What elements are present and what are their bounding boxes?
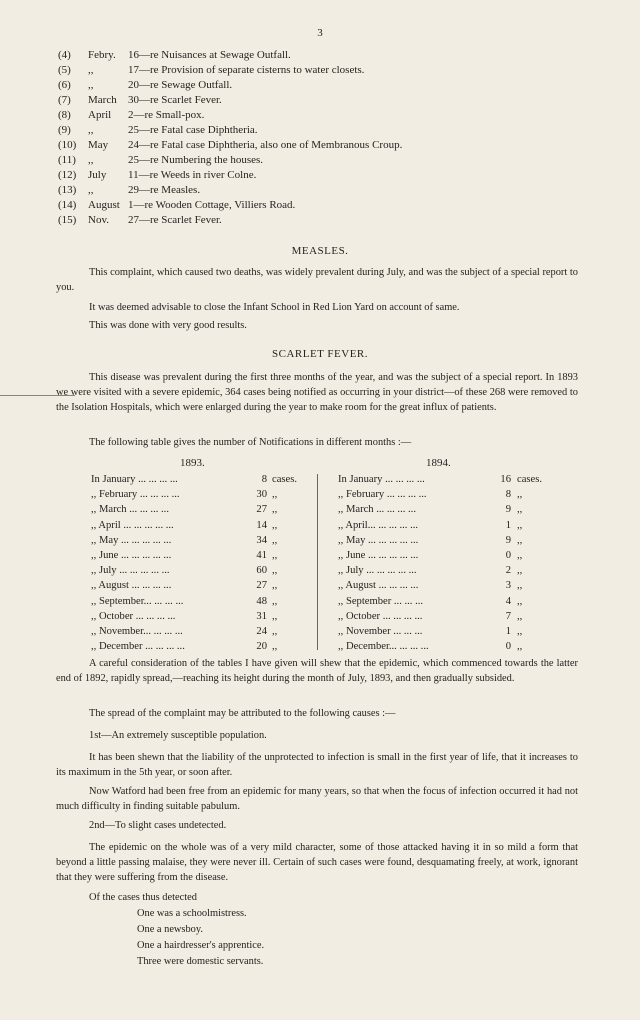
case-unit: ,, [517, 641, 523, 653]
discussion-paragraph-1: A careful consideration of the tables I have given will shew that the epidemic, which commenced towards the latter end of 1892, rapidly spread,—reaching its height during the month of July, 1893, and then gradually subsided. [56, 658, 578, 684]
measles-paragraph-1: This complaint, which caused two deaths, was widely prevalent during July, and was the subject of a special report to you. [56, 267, 578, 293]
case-unit: ,, [517, 534, 523, 546]
minute-text: 29—re Measles. [128, 184, 201, 196]
month-label: ,, June ... ... ... ... ... [338, 549, 419, 561]
measles-paragraph-2: It was deemed advisable to close the Infant School in Red Lion Yard on account of same. [89, 302, 460, 313]
case-unit: ,, [272, 625, 278, 637]
minutes-list [58, 48, 578, 228]
month-label: ,, September... ... ... ... [91, 595, 184, 607]
month-label: ,, August ... ... ... ... [338, 580, 419, 592]
case-count: 9 [505, 504, 511, 516]
case-unit: ,, [272, 549, 278, 561]
case-unit: ,, [517, 489, 523, 501]
case-unit: ,, [517, 610, 523, 622]
table-1894 [338, 472, 548, 654]
case-count: 1 [505, 625, 511, 637]
measles-paragraph-3: This was done with very good results. [89, 320, 247, 331]
month-label: ,, May ... ... ... ... ... [338, 534, 419, 546]
table-row [91, 487, 311, 502]
table-intro: The following table gives the number of Notifications in different months :— [89, 437, 412, 448]
discussion-paragraph-7: The epidemic on the whole was of a very mild character, some of those attacked having it in so mild a form that beyond a little passing malaise, they were never ill. Certain of such cases were found, desquamating freely, at work, ignorant that they were suffering from the disease. [56, 842, 578, 883]
table-row [338, 518, 548, 533]
case-count: 27 [256, 504, 267, 516]
case-unit: ,, [517, 595, 523, 607]
discussion-paragraph-4: It has been shewn that the liability of the unprotected to infection is small in the first year of life, that it increases to its maximum in the 5th year, or soon after. [56, 752, 578, 778]
minute-row [58, 48, 578, 63]
minute-text: 17—re Provision of separate cisterns to water closets. [128, 64, 365, 76]
minute-month: August [88, 199, 120, 211]
minute-text: 24—re Fatal case Diphtheria, also one of Membranous Croup. [128, 139, 403, 151]
cause-second: 2nd—To slight cases undetected. [89, 820, 227, 831]
minute-number: (7) [58, 94, 71, 106]
year-1894-heading: 1894. [426, 457, 451, 469]
minute-row [58, 198, 578, 213]
list-item: Three were domestic servants. [137, 956, 264, 967]
discussion-paragraph-8: Of the cases thus detected [89, 892, 197, 903]
list-item: One a hairdresser's apprentice. [137, 940, 265, 951]
case-count: 41 [256, 549, 267, 561]
minute-number: (13) [58, 184, 77, 196]
table-row [338, 609, 548, 624]
month-label: ,, November ... ... ... [338, 625, 423, 637]
list-item: One was a schoolmistress. [137, 908, 247, 919]
table-row [91, 563, 311, 578]
case-count: 8 [505, 489, 511, 501]
table-row [91, 609, 311, 624]
minute-text: 25—re Fatal case Diphtheria. [128, 124, 258, 136]
table-row [91, 502, 311, 517]
month-label: ,, February ... ... ... ... [91, 489, 180, 501]
margin-mark [0, 395, 75, 396]
table-row [91, 639, 311, 654]
month-label: ,, June ... ... ... ... ... [91, 549, 172, 561]
minute-text: 20—re Sewage Outfall. [128, 79, 233, 91]
minute-month: ,, [88, 79, 94, 91]
case-count: 31 [256, 610, 267, 622]
minute-number: (12) [58, 169, 77, 181]
minute-text: 16—re Nuisances at Sewage Outfall. [128, 49, 291, 61]
minute-text: 25—re Numbering the houses. [128, 154, 264, 166]
case-count: 30 [256, 489, 267, 501]
month-label: ,, April ... ... ... ... ... [91, 519, 174, 531]
case-unit: ,, [272, 580, 278, 592]
minute-month: May [88, 139, 109, 151]
month-label: ,, February ... ... ... ... [338, 489, 427, 501]
table-row [338, 578, 548, 593]
page-number: 3 [317, 27, 323, 39]
minute-number: (14) [58, 199, 77, 211]
case-unit: ,, [517, 504, 523, 516]
case-count: 8 [261, 474, 267, 485]
table-row [338, 502, 548, 517]
case-count: 27 [256, 580, 267, 592]
discussion-paragraph-2: The spread of the complaint may be attributed to the following causes :— [89, 708, 396, 719]
table-row [91, 578, 311, 593]
case-unit: ,, [517, 580, 523, 592]
month-label: ,, October ... ... ... ... [91, 610, 176, 622]
minute-month: July [88, 169, 107, 181]
case-count: 7 [505, 610, 511, 622]
list-item: One a newsboy. [137, 924, 203, 935]
month-label: ,, March ... ... ... ... [91, 504, 169, 516]
case-count: 3 [505, 580, 511, 592]
case-count: 24 [256, 625, 267, 637]
case-count: 0 [505, 549, 511, 561]
case-count: 0 [505, 641, 511, 653]
month-label: ,, August ... ... ... ... [91, 580, 172, 592]
table-row [91, 533, 311, 548]
minute-month: Nov. [88, 214, 109, 226]
case-count: 16 [500, 474, 511, 485]
scarlet-fever-heading: SCARLET FEVER. [271, 348, 369, 360]
case-unit: ,, [272, 565, 278, 577]
month-label: ,, December ... ... ... ... [91, 641, 185, 653]
table-1893 [91, 472, 311, 654]
minute-text: 1—re Wooden Cottage, Villiers Road. [128, 199, 296, 211]
minute-number: (8) [58, 109, 71, 121]
case-unit: ,, [517, 565, 523, 577]
case-unit: ,, [517, 519, 523, 531]
minute-month: ,, [88, 64, 94, 76]
scarlet-fever-paragraph: This disease was prevalent during the first three months of the year, and was the subject of a special report. In 1893 we were visited with a severe epidemic, 364 cases being notified as occurring in your district—of these 268 were removed to the Isolation Hospitals, which were enlarged during the year to make room for the great influx of patients. [56, 372, 578, 413]
minute-row [58, 123, 578, 138]
minute-row [58, 213, 578, 228]
table-row [91, 548, 311, 563]
case-count: 60 [256, 565, 267, 577]
minute-number: (6) [58, 79, 71, 91]
minute-text: 2—re Small-pox. [128, 109, 205, 121]
case-unit: cases. [517, 474, 542, 485]
table-row [338, 533, 548, 548]
month-label: ,, September ... ... ... [338, 595, 424, 607]
case-count: 9 [505, 534, 511, 546]
discussion-paragraph-5: Now Watford had been free from an epidemic for many years, so that when the focus of infection occurred it had not much difficulty in finding suitable pabulum. [56, 786, 578, 812]
case-count: 4 [505, 595, 511, 607]
case-count: 1 [505, 519, 511, 531]
case-unit: ,, [272, 534, 278, 546]
case-unit: ,, [272, 519, 278, 531]
minute-month: ,, [88, 184, 94, 196]
minute-text: 27—re Scarlet Fever. [128, 214, 222, 226]
case-count: 34 [256, 534, 267, 546]
table-row [338, 548, 548, 563]
case-count: 20 [256, 641, 267, 653]
table-row [91, 624, 311, 639]
table-row [338, 563, 548, 578]
case-count: 2 [505, 565, 511, 577]
case-unit: ,, [272, 504, 278, 516]
case-unit: ,, [517, 549, 523, 561]
minute-month: ,, [88, 154, 94, 166]
minute-month: ,, [88, 124, 94, 136]
minute-row [58, 108, 578, 123]
case-count: 14 [256, 519, 267, 531]
table-row [91, 518, 311, 533]
month-label: In January ... ... ... ... [91, 474, 178, 485]
case-unit: ,, [517, 625, 523, 637]
minute-text: 30—re Scarlet Fever. [128, 94, 222, 106]
minute-number: (4) [58, 49, 71, 61]
cause-first: 1st—An extremely susceptible population. [89, 730, 267, 741]
minute-number: (10) [58, 139, 77, 151]
case-unit: ,, [272, 489, 278, 501]
case-unit: cases. [272, 474, 297, 485]
table-row [338, 624, 548, 639]
minute-number: (15) [58, 214, 77, 226]
table-row [338, 639, 548, 654]
minute-row [58, 168, 578, 183]
minute-row [58, 93, 578, 108]
minute-row [58, 183, 578, 198]
minute-number: (9) [58, 124, 71, 136]
minute-number: (11) [58, 154, 76, 166]
minute-month: Febry. [88, 49, 116, 61]
measles-heading: MEASLES. [291, 245, 349, 257]
month-label: ,, December... ... ... ... [338, 641, 429, 653]
minute-row [58, 138, 578, 153]
table-row [338, 594, 548, 609]
table-row [338, 472, 548, 487]
minute-month: April [88, 109, 112, 121]
case-unit: ,, [272, 595, 278, 607]
table-row [91, 472, 311, 487]
month-label: ,, March ... ... ... ... [338, 504, 416, 516]
table-row [91, 594, 311, 609]
table-row [338, 487, 548, 502]
month-label: ,, November... ... ... ... [91, 625, 183, 637]
minute-row [58, 78, 578, 93]
minute-row [58, 153, 578, 168]
month-label: ,, May ... ... ... ... ... [91, 534, 172, 546]
year-1893-heading: 1893. [180, 457, 205, 469]
minute-text: 11—re Weeds in river Colne. [128, 169, 257, 181]
month-label: ,, October ... ... ... ... [338, 610, 423, 622]
minute-month: March [88, 94, 117, 106]
case-unit: ,, [272, 641, 278, 653]
detected-cases-list [137, 906, 264, 970]
month-label: In January ... ... ... ... [338, 474, 425, 485]
month-label: ,, July ... ... ... ... ... [91, 565, 170, 577]
month-label: ,, April... ... ... ... ... [338, 519, 419, 531]
case-count: 48 [256, 595, 267, 607]
month-label: ,, July ... ... ... ... ... [338, 565, 417, 577]
table-divider [317, 474, 318, 650]
case-unit: ,, [272, 610, 278, 622]
minute-row [58, 63, 578, 78]
minute-number: (5) [58, 64, 71, 76]
